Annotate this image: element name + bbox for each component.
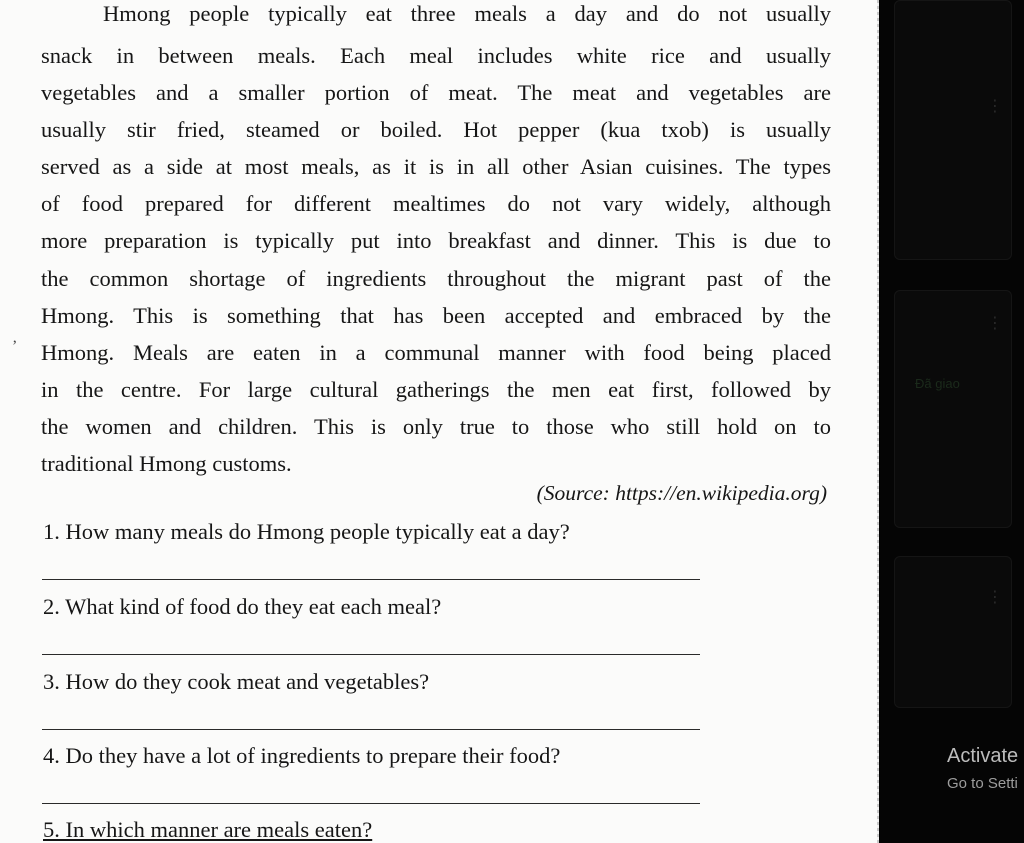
answer-line-1 <box>42 579 700 580</box>
activate-windows-subtitle[interactable]: Go to Setti <box>947 775 1018 792</box>
question-1: 1. How many meals do Hmong people typically eat a day? <box>43 519 570 544</box>
more-vertical-icon[interactable]: ⋮ <box>987 313 1003 332</box>
passage-line: of food prepared for different mealtimes do not vary widely, although <box>41 191 831 217</box>
status-label: Đã giao <box>915 376 960 391</box>
passage-line: in the centre. For large cultural gatherings the men eat first, followed by <box>41 376 831 402</box>
question-4: 4. Do they have a lot of ingredients to prepare their food? <box>43 743 561 768</box>
passage-line: Hmong people typically eat three meals a day and do not usually <box>103 1 831 26</box>
passage-line: usually stir fried, steamed or boiled. Hot pepper (kua txob) is usually <box>41 117 831 143</box>
answer-line-3 <box>42 729 700 730</box>
passage-line: traditional Hmong customs. <box>41 451 292 477</box>
page-edge <box>877 0 879 843</box>
passage-line: the common shortage of ingredients throughout the migrant past of the <box>41 265 831 291</box>
more-vertical-icon[interactable]: ⋮ <box>987 587 1003 606</box>
reading-passage <box>41 0 831 482</box>
passage-line: vegetables and a smaller portion of meat. The meat and vegetables are <box>41 80 831 106</box>
activate-windows-title: Activate <box>947 745 1019 767</box>
question-2: 2. What kind of food do they eat each meal? <box>43 594 442 619</box>
assignment-card[interactable] <box>894 556 1012 708</box>
passage-line: snack in between meals. Each meal includes white rice and usually <box>41 43 831 68</box>
passage-line: the women and children. This is only true to those who still hold on to <box>41 413 831 439</box>
passage-line: more preparation is typically put into breakfast and dinner. This is due to <box>41 228 831 254</box>
assignment-card[interactable] <box>894 290 1012 528</box>
assignment-card[interactable] <box>894 0 1012 260</box>
source-citation: (Source: https://en.wikipedia.org) <box>536 481 827 505</box>
answer-line-4 <box>42 803 700 804</box>
passage-line: served as a side at most meals, as it is in all other Asian cuisines. The types <box>41 154 831 180</box>
question-3: 3. How do they cook meat and vegetables? <box>43 669 430 694</box>
answer-line-2 <box>42 654 700 655</box>
passage-line: Hmong. This is something that has been accepted and embraced by the <box>41 302 831 328</box>
question-5: 5. In which manner are meals eaten? <box>43 817 373 842</box>
side-panel <box>880 0 1024 843</box>
margin-mark-icon: ’ <box>12 338 18 355</box>
passage-line: Hmong. Meals are eaten in a communal manner with food being placed <box>41 339 831 365</box>
more-vertical-icon[interactable]: ⋮ <box>987 96 1003 115</box>
